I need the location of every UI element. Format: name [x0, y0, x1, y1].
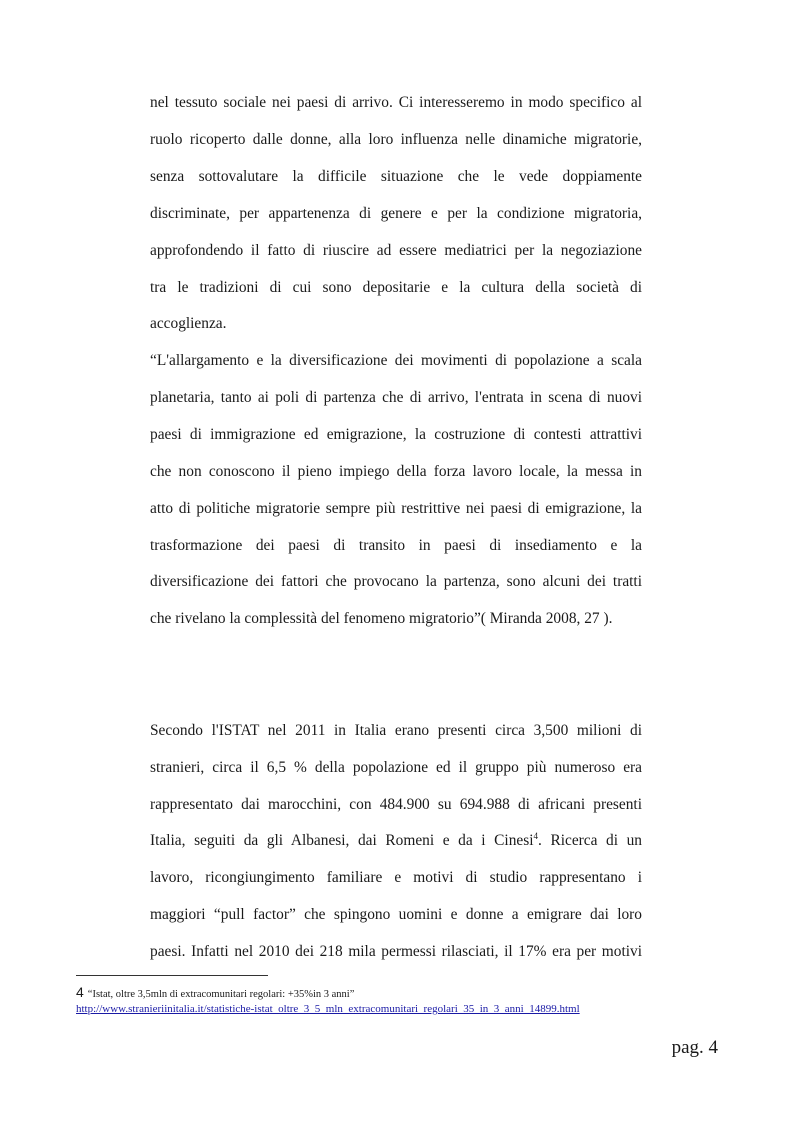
body-text-line: stranieri, circa il 6,5 % della popolazione ed il gruppo più numeroso era: [150, 759, 642, 776]
body-text-line: Secondo l'ISTAT nel 2011 in Italia erano presenti circa 3,500 milioni di: [150, 722, 642, 739]
body-text-line: discriminate, per appartenenza di genere e per la condizione migratoria,: [150, 205, 642, 222]
footnote-reference[interactable]: 4: [533, 830, 538, 841]
body-text-line: rappresentato dai marocchini, con 484.900 su 694.988 di africani presenti: [150, 796, 642, 813]
quote-text-line: trasformazione dei paesi di transito in paesi di insediamento e la: [150, 537, 642, 554]
body-text-segment: . Ricerca di un: [538, 832, 643, 849]
footnote-separator: [76, 975, 268, 976]
body-text-line: approfondendo il fatto di riuscire ad essere mediatrici per la negoziazione: [150, 242, 642, 259]
body-text-line: [150, 831, 642, 851]
quote-text-line: che rivelano la complessità del fenomeno migratorio”( Miranda 2008, 27 ).: [150, 610, 613, 627]
body-text-segment: Italia, seguiti da gli Albanesi, dai Romeni e da i Cinesi: [150, 832, 534, 849]
body-text-line: maggiori “pull factor” che spingono uomini e donne a emigrare dai loro: [150, 906, 642, 923]
footnote-text: “Istat, oltre 3,5mln di extracomunitari regolari: +35%in 3 anni”: [87, 989, 355, 1000]
body-text-line: paesi. Infatti nel 2010 dei 218 mila permessi rilasciati, il 17% era per motivi: [150, 943, 642, 960]
footnote-link[interactable]: http://www.stranieriinitalia.it/statistiche-istat_oltre_3_5_mln_extracomunitari_regolari_35_in_3_anni_14899.html: [76, 1003, 580, 1015]
footnote: [76, 985, 354, 1002]
body-text-line: ruolo ricoperto dalle donne, alla loro influenza nelle dinamiche migratorie,: [150, 131, 642, 148]
quote-text-line: paesi di immigrazione ed emigrazione, la costruzione di contesti attrattivi: [150, 426, 642, 443]
quote-text-line: che non conoscono il pieno impiego della forza lavoro locale, la messa in: [150, 463, 642, 480]
page-number: pag. 4: [671, 1037, 718, 1058]
quote-text-line: planetaria, tanto ai poli di partenza che di arrivo, l'entrata in scena di nuovi: [150, 389, 642, 406]
footnote-number: 4: [76, 984, 84, 1000]
quote-text-line: atto di politiche migratorie sempre più restrittive nei paesi di emigrazione, la: [150, 500, 642, 517]
body-text-line: lavoro, ricongiungimento familiare e motivi di studio rappresentano i: [150, 869, 642, 886]
quote-text-line: diversificazione dei fattori che provocano la partenza, sono alcuni dei tratti: [150, 573, 642, 590]
body-text-line: tra le tradizioni di cui sono depositarie e la cultura della società di: [150, 279, 642, 296]
body-text-line: accoglienza.: [150, 315, 227, 332]
body-text-line: nel tessuto sociale nei paesi di arrivo. Ci interesseremo in modo specifico al: [150, 94, 642, 111]
body-text-line: senza sottovalutare la difficile situazione che le vede doppiamente: [150, 168, 642, 185]
quote-text-line: “L'allargamento e la diversificazione dei movimenti di popolazione a scala: [150, 352, 642, 369]
